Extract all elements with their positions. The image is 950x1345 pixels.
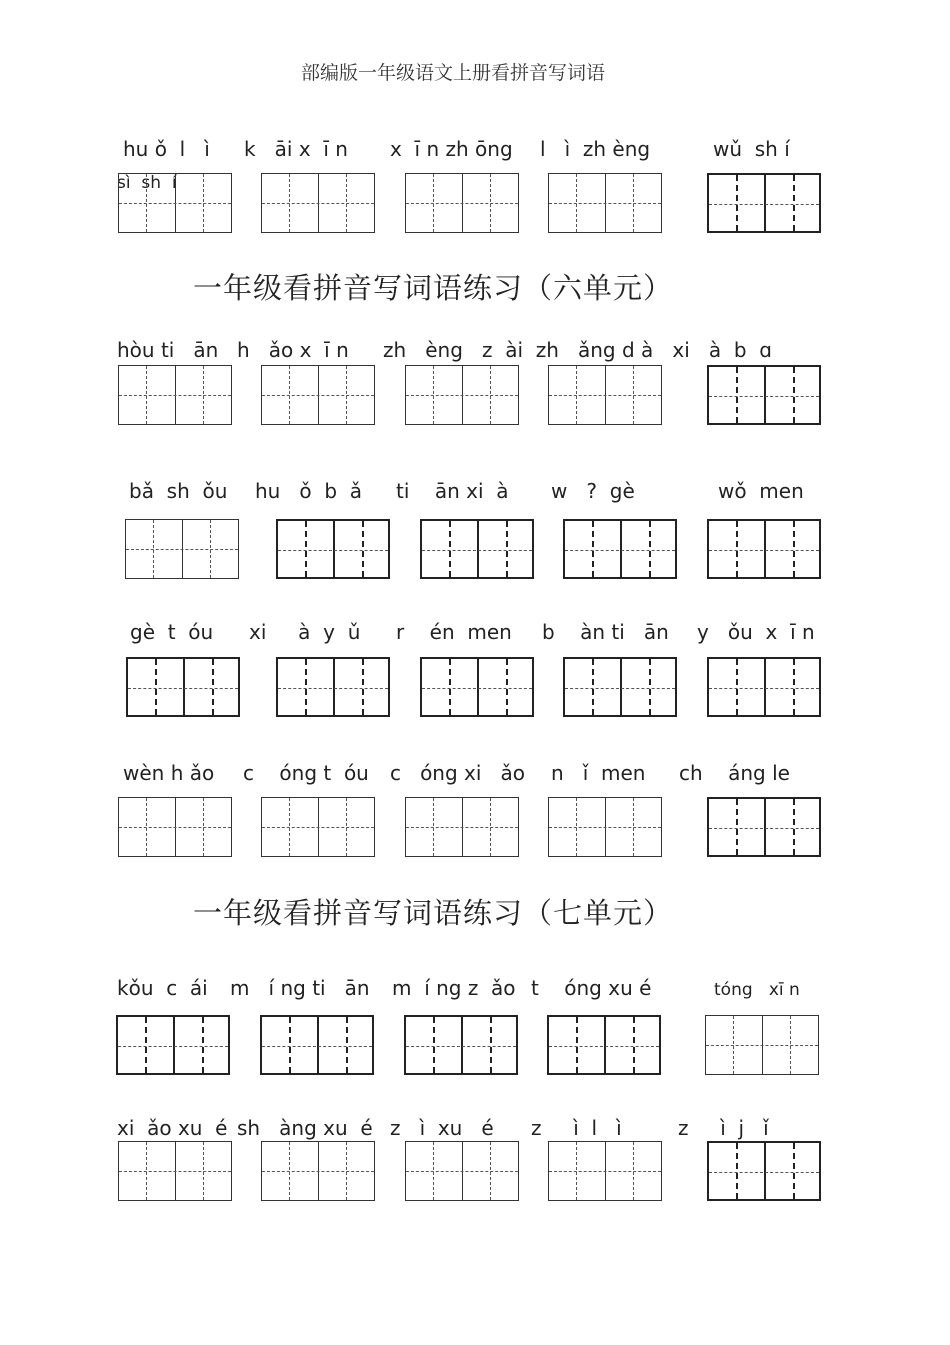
writing-box[interactable]: [563, 519, 677, 579]
pinyin-word: sh àng xu é: [237, 1116, 373, 1140]
writing-box[interactable]: [118, 365, 232, 425]
pinyin-word: xi à y ǔ: [249, 620, 361, 644]
pinyin-word: k āi x ī n: [244, 137, 348, 161]
pinyin-word: wǔ sh í: [713, 137, 790, 161]
pinyin-word: hu ǒ l ì: [123, 137, 210, 161]
writing-box[interactable]: [405, 173, 519, 233]
pinyin-word: z ì xu é: [390, 1116, 494, 1140]
pinyin-word: x ī n zh ōng: [390, 137, 513, 161]
pinyin-word: r én men: [396, 620, 512, 644]
writing-box[interactable]: [420, 657, 534, 717]
pinyin-word: ti ān xi à: [396, 479, 509, 503]
pinyin-word: wǒ men: [718, 479, 804, 503]
writing-box[interactable]: [261, 365, 375, 425]
pinyin-word: c óng xi ǎo: [390, 761, 525, 785]
pinyin-word: y ǒu x ī n: [697, 620, 815, 644]
writing-box[interactable]: [707, 365, 821, 425]
pinyin-word: xi ǎo xu é: [117, 1116, 228, 1140]
writing-box[interactable]: [118, 797, 232, 857]
pinyin-word: hòu ti ān: [117, 338, 219, 362]
pinyin-word: d à xi à b ɑ: [622, 338, 772, 362]
writing-box[interactable]: [548, 1141, 662, 1201]
writing-box[interactable]: [707, 1141, 821, 1201]
writing-box[interactable]: [116, 1015, 230, 1075]
writing-box[interactable]: [405, 365, 519, 425]
pinyin-word: m í ng z ǎo: [392, 976, 516, 1000]
pinyin-word: zh èng: [383, 338, 463, 362]
pinyin-word: kǒu c ái: [117, 976, 208, 1000]
writing-box[interactable]: [548, 365, 662, 425]
writing-box[interactable]: [260, 1015, 374, 1075]
pinyin-word: c óng t óu: [243, 761, 369, 785]
writing-box[interactable]: [563, 657, 677, 717]
pinyin-word: wèn h ǎo: [123, 761, 215, 785]
pinyin-word: h ǎo x ī n: [237, 338, 349, 362]
writing-box[interactable]: [276, 657, 390, 717]
pinyin-word: t óng xu é: [531, 976, 652, 1000]
writing-box[interactable]: [118, 173, 232, 233]
writing-box[interactable]: [261, 797, 375, 857]
writing-box[interactable]: [707, 173, 821, 233]
pinyin-word: ch áng le: [679, 761, 790, 785]
pinyin-word: b àn ti ān: [542, 620, 669, 644]
pinyin-word: z ài zh ǎng: [482, 338, 616, 362]
page-title: 部编版一年级语文上册看拼音写词语: [300, 62, 605, 84]
writing-box[interactable]: [707, 797, 821, 857]
pinyin-word: l ì zh èng: [540, 137, 651, 161]
writing-box[interactable]: [118, 1141, 232, 1201]
writing-box[interactable]: [125, 519, 239, 579]
writing-box[interactable]: [126, 657, 240, 717]
writing-box[interactable]: [261, 173, 375, 233]
writing-box[interactable]: [405, 797, 519, 857]
writing-box[interactable]: [405, 1141, 519, 1201]
pinyin-word: m í ng ti ān: [230, 976, 370, 1000]
writing-box[interactable]: [547, 1015, 661, 1075]
pinyin-word: n ǐ men: [551, 761, 646, 785]
writing-box[interactable]: [548, 173, 662, 233]
writing-box[interactable]: [261, 1141, 375, 1201]
pinyin-word: z ì l ì: [531, 1116, 622, 1140]
writing-box[interactable]: [705, 1015, 819, 1075]
pinyin-word: hu ǒ b ǎ: [255, 479, 363, 503]
pinyin-word: tóng xī n: [714, 980, 800, 1000]
pinyin-word: bǎ sh ǒu: [129, 479, 228, 503]
section-title-unit-seven: 一年级看拼音写词语练习（七单元）: [193, 896, 674, 930]
writing-box[interactable]: [707, 657, 821, 717]
pinyin-word: gè t óu: [130, 620, 214, 644]
pinyin-word: z ì j ǐ: [678, 1116, 769, 1140]
pinyin-word: sì sh í: [117, 173, 177, 193]
pinyin-word: w ? gè: [551, 479, 635, 503]
writing-box[interactable]: [548, 797, 662, 857]
writing-box[interactable]: [276, 519, 390, 579]
writing-box[interactable]: [404, 1015, 518, 1075]
writing-box[interactable]: [420, 519, 534, 579]
writing-box[interactable]: [707, 519, 821, 579]
section-title-unit-six: 一年级看拼音写词语练习（六单元）: [193, 271, 674, 305]
